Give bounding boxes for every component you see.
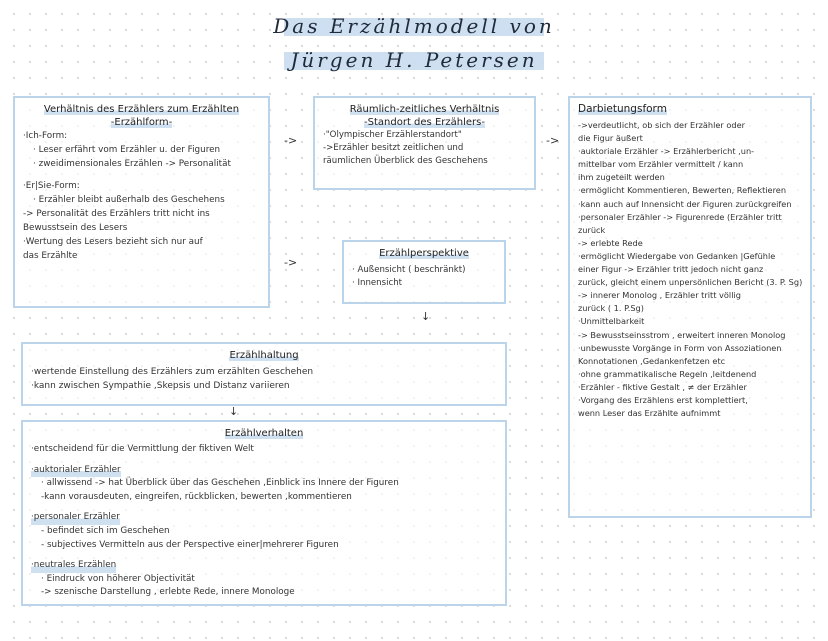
text-line: ·Ich-Form: xyxy=(23,131,68,141)
arrow-icon: -> xyxy=(546,134,560,147)
text-line: ->Erzähler besitzt zeitlichen und xyxy=(323,143,464,154)
text-line: zurück ( 1. P.Sg) xyxy=(578,303,644,314)
text-line: ·auktoriale Erzähler -> Erzählerbericht ,un- xyxy=(578,146,755,157)
text-line: Bewusstsein des Lesers xyxy=(23,223,128,233)
box-erzaehlhaltung-lines xyxy=(31,365,497,393)
text-line: -> erlebte Rede xyxy=(578,237,643,248)
text-line: ·kann zwischen Sympathie ,Skepsis und Distanz variieren xyxy=(31,381,290,391)
box-erzaehlform xyxy=(13,96,270,308)
text-line: · Erzähler bleibt außerhalb des Geschehens xyxy=(33,195,225,205)
text-line: - subjectives Vermitteln aus der Perspective einer|mehrerer Figuren xyxy=(41,539,339,550)
text-line: ·ohne grammatikalische Regeln ,leitdenend xyxy=(578,368,757,379)
text-line: ·Wertung des Lesers bezieht sich nur auf xyxy=(23,237,203,247)
box-erzaehlperspektive-lines xyxy=(352,264,496,290)
arrow-icon: -> xyxy=(284,134,298,147)
arrow-down-icon: ↓ xyxy=(229,405,239,418)
text-line: -> Personalität des Erzählers tritt nicht ins xyxy=(23,209,210,219)
text-line: ·unbewusste Vorgänge in Form von Assoziationen xyxy=(578,342,782,353)
text-line: ·personaler Erzähler -> Figurenrede (Erzähler tritt xyxy=(578,211,782,222)
box-erzaehlhaltung-heading: Erzählhaltung xyxy=(229,350,299,361)
text-line: -> innerer Monolog , Erzähler tritt völlig xyxy=(578,290,741,301)
text-line: ·wertende Einstellung des Erzählers zum erzählten Geschehen xyxy=(31,367,314,377)
box-standort-subheading: -Standort des Erzählers- xyxy=(364,117,485,128)
box-erzaehlverhalten xyxy=(21,420,507,606)
text-line: ·Erzähler - fiktive Gestalt , ≠ der Erzähler xyxy=(578,381,747,392)
text-line xyxy=(23,171,260,179)
text-line: zurück, gleicht einem unpersönlichen Bericht (3. P. Sg) xyxy=(578,277,803,288)
text-line: · Innensicht xyxy=(352,278,403,289)
text-line: - befindet sich im Geschehen xyxy=(41,525,170,536)
text-line: ·personaler Erzähler xyxy=(31,511,120,525)
text-line: ·neutrales Erzählen xyxy=(31,559,116,573)
text-line: ->verdeutlicht, ob sich der Erzähler oder xyxy=(578,120,745,130)
text-line: · zweidimensionales Erzählen -> Personalität xyxy=(33,159,231,169)
box-erzaehlhaltung xyxy=(21,342,507,406)
box-standort xyxy=(313,96,536,190)
box-erzaehlperspektive xyxy=(342,240,506,304)
box-erzaehlform-heading: Verhältnis des Erzählers zum Erzählten xyxy=(43,104,240,115)
text-line: ihm zugeteilt werden xyxy=(578,172,665,183)
text-line: ·Vorgang des Erzählens erst komplettiert, xyxy=(578,394,748,405)
text-line: zurück xyxy=(578,224,606,235)
box-erzaehlverhalten-lines xyxy=(31,443,497,600)
box-darbietungsform xyxy=(568,96,812,518)
text-line: ·auktorialer Erzähler xyxy=(31,464,121,478)
text-line: · Außensicht ( beschränkt) xyxy=(352,265,466,275)
arrow-down-icon: ↓ xyxy=(421,310,431,323)
text-line: ·entscheidend für die Vermittlung der fiktiven Welt xyxy=(31,444,254,454)
text-line: die Figur äußert xyxy=(578,133,643,144)
text-line: wenn Leser das Erzählte aufnimmt xyxy=(578,408,721,419)
text-line: ·ermöglicht Kommentieren, Bewerten, Reflektieren xyxy=(578,185,787,196)
title-line-2: Jürgen H. Petersen xyxy=(0,48,828,72)
text-line: Konnotationen ,Gedankenfetzen etc xyxy=(578,355,726,366)
text-line: · Eindruck von höherer Objectivität xyxy=(41,573,195,584)
box-erzaehlform-subheading: -Erzählform- xyxy=(110,117,173,128)
box-darbietungsform-lines xyxy=(578,119,802,420)
arrow-icon: -> xyxy=(284,256,298,269)
text-line: ·Er|Sie-Form: xyxy=(23,181,80,191)
title-line-1: Das Erzählmodell von xyxy=(273,14,555,38)
text-line: ·ermöglicht Wiedergabe von Gedanken |Gefühle xyxy=(578,250,776,261)
text-line: · Leser erfährt vom Erzähler u. der Figuren xyxy=(33,145,221,155)
text-line: das Erzählte xyxy=(23,251,78,261)
text-line: ·"Olympischer Erzählerstandort" xyxy=(323,130,462,140)
box-erzaehlperspektive-heading: Erzählperspektive xyxy=(379,248,469,259)
text-line: räumlichen Überblick des Geschehens xyxy=(323,156,488,167)
box-erzaehlform-lines xyxy=(23,129,260,263)
text-line: · allwissend -> hat Überblick über das Geschehen ,Einblick ins Innere der Figuren xyxy=(41,478,399,489)
text-line: einer Figur -> Erzähler tritt jedoch nicht ganz xyxy=(578,264,764,275)
text-line: ·kann auch auf Innensicht der Figuren zurückgreifen xyxy=(578,198,792,209)
box-standort-lines xyxy=(323,129,526,169)
text-line: -> szenische Darstellung , erlebte Rede, innere Monologe xyxy=(41,587,295,598)
text-line: -> Bewusstseinsstrom , erweitert inneren Monolog xyxy=(578,329,786,340)
text-line: -kann vorausdeuten, eingreifen, rückblicken, bewerten ,kommentieren xyxy=(41,491,352,502)
text-line: ·Unmittelbarkeit xyxy=(578,316,645,327)
box-darbietungsform-heading: Darbietungsform xyxy=(578,103,667,115)
box-erzaehlverhalten-heading: Erzählverhalten xyxy=(224,428,304,439)
text-line: mittelbar vom Erzähler vermittelt / kann xyxy=(578,159,744,170)
box-standort-heading: Räumlich-zeitliches Verhältnis xyxy=(349,104,500,115)
